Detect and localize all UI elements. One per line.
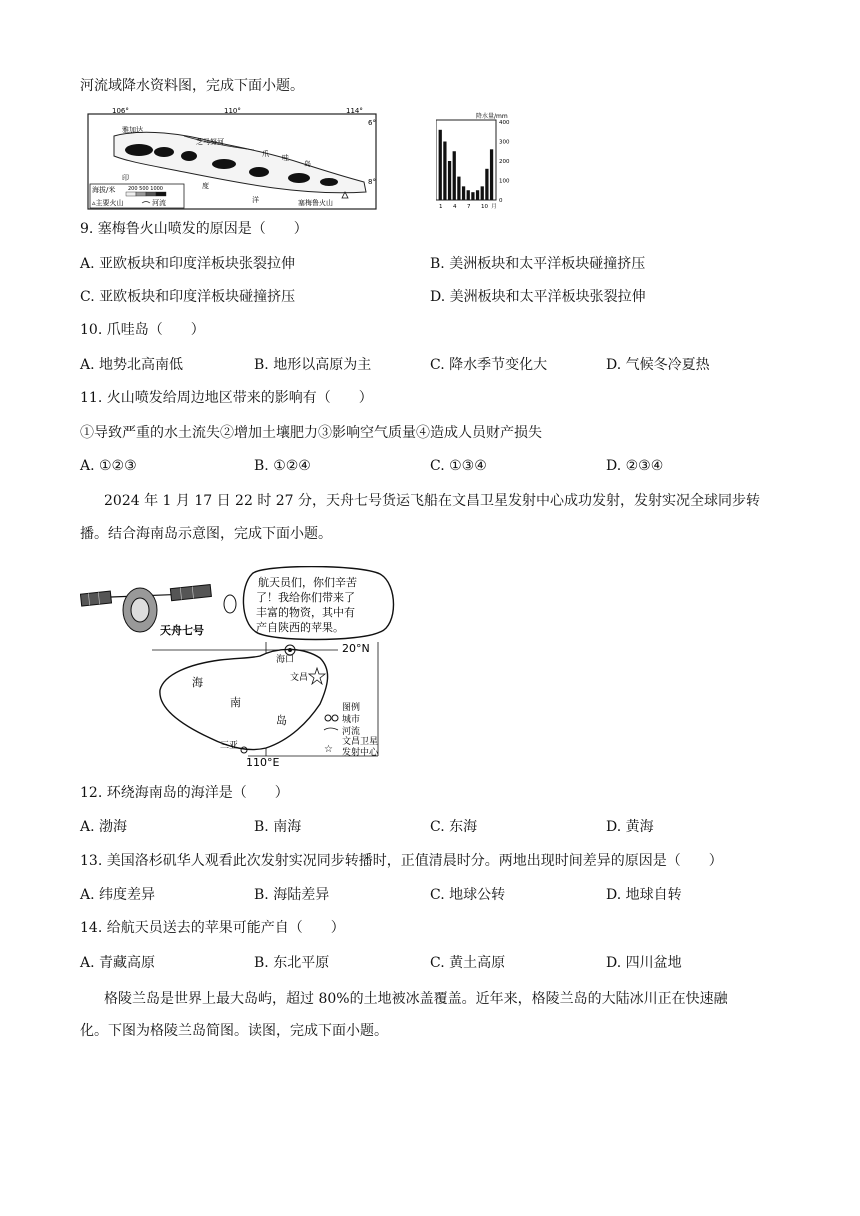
java-map [84,106,380,212]
precip-bar-8 [471,192,474,200]
precip-bar-3 [448,161,451,200]
q11-option-c[interactable]: C. ①③④ [430,458,487,474]
river-label: 芝马努河 [196,138,224,146]
greenland-passage-line1: 格陵兰岛是世界上最大岛屿，超过 80%的土地被冰盖覆盖。近年来，格陵兰岛的大陆冰川正在快速融 [104,991,728,1007]
java-char-1: 爪 [262,150,269,158]
city-wenchang: 文昌 [290,673,309,683]
q12-option-a[interactable]: A. 渤海 [80,819,128,835]
legend-river: 河流 [152,199,166,207]
precip-bar-6 [462,186,465,200]
legend-launch-star: ☆ [324,744,333,755]
legend-elevation-values: 200 500 1000 [128,186,163,192]
semeru-label: 塞梅鲁火山 [298,199,333,207]
q9-option-a[interactable]: A. 亚欧板块和印度洋板块张裂拉伸 [80,256,296,272]
lon-label-110: 110° [224,107,241,115]
legend-city: 城市 [342,715,361,725]
speech-line-4: 产自陕西的苹果。 [256,621,344,634]
ytick-label: 100 [499,178,510,185]
lat-label-8: 8° [368,178,376,186]
q9-option-d[interactable]: D. 美洲板块和太平洋板块张裂拉伸 [430,289,646,305]
q13-stem: 13. 美国洛杉矶华人观看此次发射实况同步转播时，正值清晨时分。两地出现时间差异的原因是（ ） [80,853,723,869]
intro-text: 河流域降水资料图，完成下面小题。 [80,78,304,94]
q14-option-c[interactable]: C. 黄土高原 [430,955,506,971]
precipitation-chart [436,112,520,210]
lat-label-6: 6° [368,119,376,127]
q13-option-c[interactable]: C. 地球公转 [430,887,506,903]
precip-bar-1 [439,130,442,200]
xtick-label: 月 [491,204,497,210]
precip-bar-4 [453,151,456,200]
legend-elevation: 海拔/米 [92,186,116,194]
q13-option-a[interactable]: A. 纬度差异 [80,887,156,903]
legend-river-label: 河流 [342,727,361,737]
island-char-2: 南 [230,696,241,709]
speech-line-3: 丰富的物资，其中有 [256,606,355,619]
precip-bar-11 [485,169,488,200]
q14-option-d[interactable]: D. 四川盆地 [606,955,682,971]
q10-option-d[interactable]: D. 气候冬冷夏热 [606,357,710,373]
xtick-label: 7 [467,204,471,210]
java-char-2: 哇 [282,154,289,162]
lat-label-20n: 20°N [342,642,370,655]
tianzhou-passage-line1: 2024 年 1 月 17 日 22 时 27 分，天舟七号货运飞船在文昌卫星发射中心成功发射，发射实况全球同步转 [104,493,761,509]
speech-line-1: 航天员们，你们辛苦 [258,576,357,589]
precip-bar-7 [467,190,470,200]
q11-option-b[interactable]: B. ①②④ [254,458,311,474]
precip-bar-12 [490,149,493,200]
island-char-1: 海 [192,676,203,689]
lon-label-114: 114° [346,107,363,115]
legend-launch-2: 发射中心 [342,748,379,758]
q11-stem: 11. 火山喷发给周边地区带来的影响有（ ） [80,390,373,406]
precip-bar-2 [443,142,446,201]
city-sanya: 三亚 [220,741,239,751]
q12-stem: 12. 环绕海南岛的海洋是（ ） [80,785,289,801]
q11-option-d[interactable]: D. ②③④ [606,458,664,474]
jakarta-label: 雅加达 [122,126,143,134]
q9-stem: 9. 塞梅鲁火山喷发的原因是（ ） [80,221,308,237]
q11-option-a[interactable]: A. ①②③ [80,458,137,474]
hainan-island [160,649,328,749]
xtick-label: 10 [481,204,488,210]
q13-option-b[interactable]: B. 海陆差异 [254,887,330,903]
precip-bar-10 [481,186,484,200]
tianzhou-passage-line2: 播。结合海南岛示意图，完成下面小题。 [80,526,332,542]
ytick-label: 200 [499,159,510,165]
ytick-label: 400 [499,120,510,126]
precip-bar-9 [476,190,479,200]
lon-label-110e: 110°E [246,756,280,769]
ocean-char-1: 印 [122,174,129,182]
ocean-char-2: 度 [202,182,209,190]
q14-option-b[interactable]: B. 东北平原 [254,955,330,971]
speech-line-2: 了！我给你们带来了 [256,591,355,604]
precip-bar-5 [457,177,460,200]
greenland-passage-line2: 化。下图为格陵兰岛简图。读图，完成下面小题。 [80,1023,388,1039]
ocean-char-3: 洋 [252,196,259,204]
city-haikou: 海口 [276,655,295,665]
xtick-label: 4 [453,204,457,210]
legend-river-line [324,728,338,730]
q10-option-c[interactable]: C. 降水季节变化大 [430,357,548,373]
island-char-3: 岛 [276,714,287,727]
q12-option-d[interactable]: D. 黄海 [606,819,654,835]
q10-stem: 10. 爪哇岛（ ） [80,322,205,338]
q11-statements: ①导致严重的水土流失②增加土壤肥力③影响空气质量④造成人员财产损失 [80,425,542,441]
legend-title: 图例 [342,703,361,713]
q9-option-b[interactable]: B. 美洲板块和太平洋板块碰撞挤压 [430,256,646,272]
chart-ylabel: 降水量/mm [476,113,508,120]
q12-option-c[interactable]: C. 东海 [430,819,478,835]
q10-option-a[interactable]: A. 地势北高南低 [80,357,184,373]
q14-option-a[interactable]: A. 青藏高原 [80,955,156,971]
q13-option-d[interactable]: D. 地球自转 [606,887,682,903]
craft-label: 天舟七号 [160,624,204,637]
java-char-3: 岛 [304,160,311,168]
hainan-map [80,566,420,770]
q10-option-b[interactable]: B. 地形以高原为主 [254,357,372,373]
ytick-label: 0 [499,198,503,204]
ytick-label: 300 [499,139,510,146]
q9-option-c[interactable]: C. 亚欧板块和印度洋板块碰撞挤压 [80,289,296,305]
lon-label-106: 106° [112,107,129,115]
xtick-label: 1 [439,204,443,210]
legend-launch-1: 文昌卫星 [342,737,379,747]
legend-volcano: ▵主要火山 [92,199,124,207]
q12-option-b[interactable]: B. 南海 [254,819,302,835]
q14-stem: 14. 给航天员送去的苹果可能产自（ ） [80,920,345,936]
